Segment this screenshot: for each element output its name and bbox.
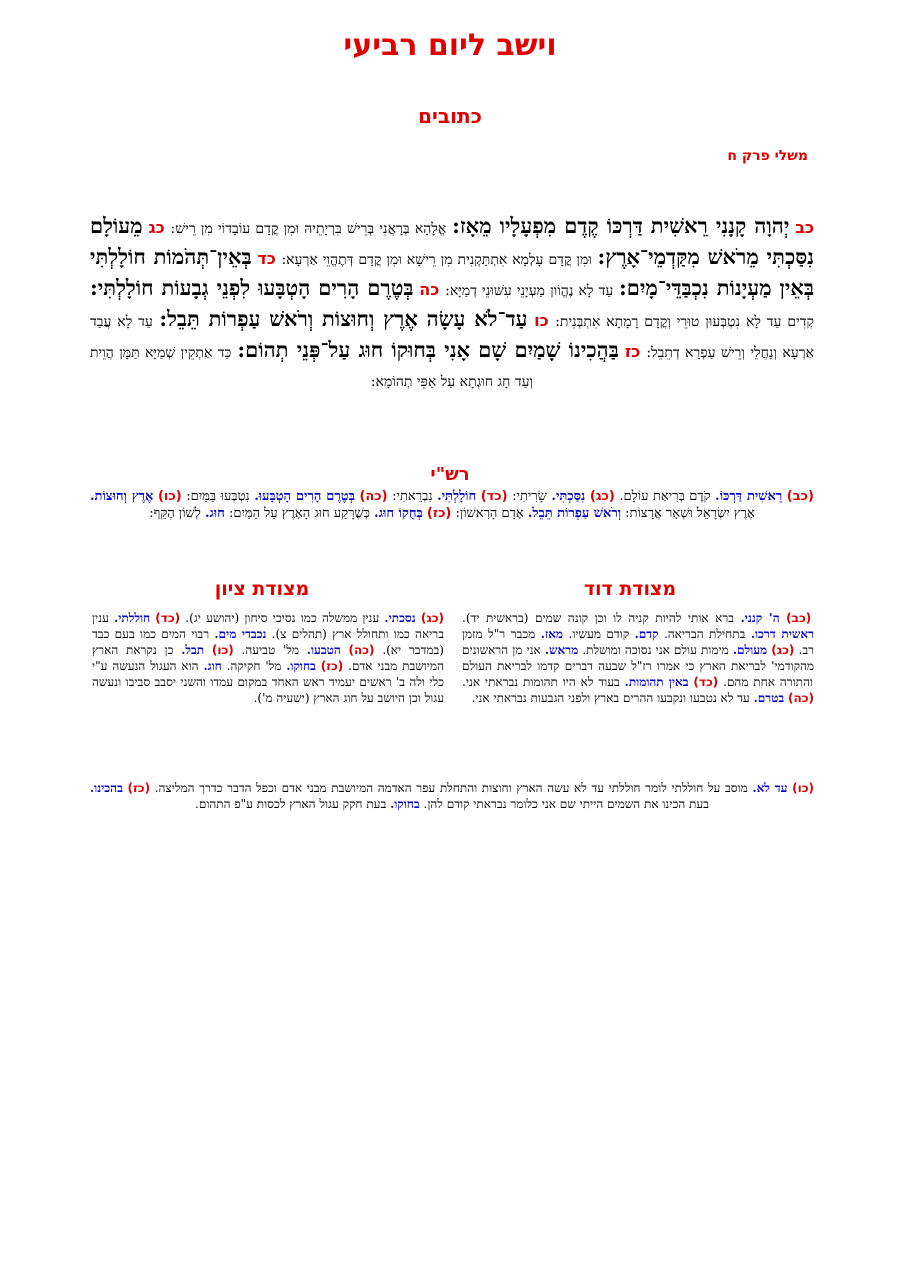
- comment-text: אֶרֶץ יִשְׂרָאֵל וּשְׁאָר אֲרָצוֹת:: [625, 506, 755, 521]
- comment-text: בתחילת הבריאה.: [663, 627, 746, 641]
- metzudat-tzion-column: [92, 610, 444, 706]
- targum-text: קְדִים עַד לָא נִטְבְּעוּן טוּרֵי וְקֳדָם רָמָתָא אִתְבְּנִית:: [555, 314, 814, 330]
- targum-text: עַד לָא נֶהֱוֹון מַעְיָנֵי עִשּׁוּנֵי דְמַיָּא:: [445, 283, 614, 299]
- comment-lemma: בְּטֶרֶם הָרִים הָטְבָּעוּ.: [254, 489, 355, 504]
- comment-lemma: חוֹלָלְתִּי.: [437, 489, 477, 504]
- comment: [388, 489, 508, 504]
- comment-text: בעת חקק עגול הארץ לכסות ע"פ התהום.: [195, 797, 387, 811]
- comment-text: ענין ממשלה כמו נסיכי סיחון (יהושע יג).: [185, 611, 380, 625]
- targum-text: עַד לָא עֲבַד אַרְעָא וְנַחֲלֵי וְרֵישׁ עַפְרָא דְתֵבֵל:: [90, 314, 814, 361]
- metzudat-david-column: [462, 610, 814, 706]
- comment-lemma: בהכינו.: [90, 781, 123, 795]
- comment: [195, 797, 420, 811]
- comment-text: הוא העגול הנעשה ע"י כלי ולה ב' ראשים יעמיד ראש האחד במקום עמדו והשני יסבב סביבו ונעשה עגול וכן היושב על חוג הארץ (ישעיה מ').: [92, 659, 444, 705]
- verse-text: בְּטֶרֶם הָרִים הָטְבָּעוּ לִפְנֵי גְבָעוֹת חוֹלָלְתִּי:: [90, 275, 414, 300]
- comment-number: (כו): [792, 781, 815, 795]
- comment-number: (כד): [480, 489, 508, 504]
- comment-text: רבוי המים כמו בעם כבד (במדבר יא).: [92, 627, 444, 657]
- comment-text: מל' חקיקה.: [226, 659, 282, 673]
- comment-number: (כג): [589, 489, 615, 504]
- targum-text: אֱלָהָא בְּרָאֲנִי בְּרֵישׁ בִּרְיָתֵיהּ וּמִן קֳדָם עוֹבָדוֹי מִן רֵישׁ:: [170, 221, 447, 237]
- comment-text: כן נקראת הארץ המיושבת מבני אדם.: [92, 643, 444, 673]
- comment-lemma: קדם.: [634, 627, 659, 641]
- comment-lemma: חוללתי.: [114, 611, 151, 625]
- comment: [508, 489, 615, 504]
- comment-number: (כז): [320, 659, 344, 673]
- comment-text: נִטְבְּעוּ בַּמַּיִם:: [186, 489, 250, 504]
- comment-text: בעת הכינו את השמים הייתי שם אני כלומר נבראתי קודם להן.: [423, 797, 709, 811]
- comment: [658, 627, 814, 641]
- comment-number: (כד): [693, 675, 719, 689]
- comment-text: ברא אותי להיות קניה לו וכן קונה שמים (בראשית יד).: [462, 611, 735, 625]
- comment-number: (כג): [771, 643, 795, 657]
- verse-number: כה: [419, 280, 440, 299]
- comment-number: (כב): [786, 611, 812, 625]
- comment: [222, 659, 344, 673]
- comment-text: אָדָם הָרִאשׁוֹן:: [455, 506, 524, 521]
- comment: [149, 506, 225, 521]
- comment: [563, 627, 658, 641]
- comment: [578, 643, 794, 657]
- rashi-title: רש"י: [430, 464, 470, 485]
- comment-number: (כב): [786, 489, 814, 504]
- section-title: כתובים: [418, 104, 482, 128]
- comment-lemma: מראש.: [544, 643, 579, 657]
- comment-text: בעוד לא היו תהומות נבראתי אני.: [462, 675, 620, 689]
- verse-number: כו: [534, 311, 549, 330]
- comment-number: (כו): [211, 643, 234, 657]
- comment-text: נִבְרֵאתִי:: [392, 489, 433, 504]
- verse-text: מֵעוֹלָם נִסַּכְתִּי מֵרֹאשׁ מִקַּדְמֵי־אָרֶץ:: [90, 213, 815, 269]
- verse-number: כב: [795, 218, 815, 237]
- targum-text: וּמִן קֳדָם עָלְמָא אִתְתַּקְנִית מִן רֵישָׁא וּמִן קֳדָם דְּתֶהֱוֵי אַרְעָא:: [281, 252, 592, 268]
- verse: [90, 337, 641, 390]
- metzudat-tzion-title: מצודת ציון: [214, 578, 310, 600]
- comment-text: שָׂרִיתִי:: [512, 489, 547, 504]
- comment-lemma: בטרם.: [753, 691, 785, 705]
- comment-number: (כז): [127, 781, 151, 795]
- comment: [225, 506, 452, 521]
- comment-lemma: ה' קנני.: [740, 611, 780, 625]
- comment-number: (כה): [359, 489, 388, 504]
- comment-text: אני מן הראשונים מהקודמי' לבריאת הארץ כי אמרו רז"ל שבעה דברים קדמו לבריאת העולם והתורה אחת מהם.: [462, 643, 814, 689]
- comment-number: (כה): [787, 691, 814, 705]
- comment-number: (כו): [157, 489, 182, 504]
- comment: [462, 611, 811, 625]
- comment-lemma: נסכתי.: [384, 611, 416, 625]
- comment-text: עד לא נטבעו ונקבעו ההרים בארץ ולפני הגבעות נבראתי אני.: [471, 691, 750, 705]
- verse-text: בְּאֵין־תְּהֹמוֹת חוֹלָלְתִּי בְּאֵין מַעְיָנוֹת נִכְבַּדֵּי־מָיִם:: [90, 244, 814, 300]
- comment-number: (כה): [348, 643, 375, 657]
- comment-text: כְּשֶׁרָקַע חוּג הָאָרֶץ עַל הַמַּיִם:: [228, 506, 371, 521]
- rashi-commentary: [90, 488, 814, 522]
- comment-lemma: אֶרֶץ וְחוּצוֹת.: [90, 489, 154, 504]
- verses-block: [90, 212, 814, 396]
- comment-lemma: עד לא.: [752, 781, 788, 795]
- comment-lemma: נִסַּכְתִּי.: [551, 489, 586, 504]
- verse-number: כד: [257, 249, 276, 268]
- comment-lemma: הטבעו.: [306, 643, 341, 657]
- comment-number: (כז): [426, 506, 452, 521]
- comment-text: קודם מעשיו.: [568, 627, 630, 641]
- comment-lemma: בחוקו.: [390, 797, 420, 811]
- metzudat-david-continuation: [90, 780, 814, 812]
- comment: [180, 611, 444, 625]
- comment-text: קֹדֶם בְּרִיאַת עוֹלָם.: [619, 489, 711, 504]
- verse-number: כז: [624, 342, 641, 361]
- comment-text: מימות עולם אני נסוכה ומושלת.: [582, 643, 729, 657]
- comment-lemma: באין תהומות.: [624, 675, 689, 689]
- comment: [472, 691, 814, 705]
- comment-lemma: בחוקו.: [286, 659, 316, 673]
- comment-lemma: ראשית דרכו.: [750, 627, 814, 641]
- metzudat-david-title: מצודת דוד: [583, 578, 677, 600]
- verse-text: יְהוָה קָנָנִי רֵאשִׁית דַּרְכּוֹ קֶדֶם מִפְעָלָיו מֵאָז:: [452, 213, 790, 238]
- comment-text: מל' טביעה.: [241, 643, 300, 657]
- comment-lemma: מעולם.: [732, 643, 768, 657]
- comment: [234, 643, 375, 657]
- comment-lemma: רֵאשִׁית דַּרְכּוֹ.: [715, 489, 783, 504]
- comment-lemma: תבל.: [181, 643, 205, 657]
- comment: [462, 675, 718, 689]
- comment-text: ענין בריאה כמו ותחולל ארץ (תהלים צ).: [92, 611, 444, 641]
- comment-number: (כד): [155, 611, 181, 625]
- comment-text: מוסב על חוללתי לומר חוללתי עד לא עשה הארץ וחוצות והתחלת עפר האדמה המיושבת מבני אדם וכפל הדבר כדרך המליצה.: [154, 781, 748, 795]
- comment-lemma: חוג.: [203, 659, 222, 673]
- chapter-heading: משלי פרק ח: [727, 148, 808, 164]
- comment: [615, 489, 814, 504]
- comment-text: מכבר ר"ל מזמן רב.: [462, 627, 814, 657]
- comment: [451, 506, 621, 521]
- comment-lemma: וְרֹאשׁ עַפְרוֹת תֵּבֵל.: [527, 506, 622, 521]
- comment-lemma: חוּג.: [204, 506, 225, 521]
- targum-text: כַּד אַתְקֵין שְׁמַיָּא תַּמָּן הֲוֵית וְעַד חָג חוּגְתָא עַל אַפֵּי תְהוֹמָא:: [90, 345, 534, 390]
- verse: [165, 213, 815, 238]
- comment-text: לְשׁוֹן הֶקֵּף:: [149, 506, 201, 521]
- verse-number: כג: [148, 218, 165, 237]
- page-title: וישב ליום רביעי: [343, 28, 557, 63]
- comment: [150, 781, 814, 795]
- comment-number: (כג): [420, 611, 444, 625]
- verse-text: בַּהֲכִינוֹ שָׁמַיִם שָׁם אָנִי בְּחוּקוֹ חוּג עַל־פְּנֵי תְהוֹם:: [237, 337, 619, 362]
- comment-lemma: נכבדי מים.: [214, 627, 267, 641]
- comment: [182, 489, 388, 504]
- comment-lemma: בְּחֻקוֹ חוּג.: [374, 506, 423, 521]
- verse-text: עַד־לֹא עָשָׂה אֶרֶץ וְחוּצוֹת וְרֹאשׁ עַפְרוֹת תֵּבֵל:: [159, 306, 528, 331]
- comment-lemma: מאז.: [540, 627, 564, 641]
